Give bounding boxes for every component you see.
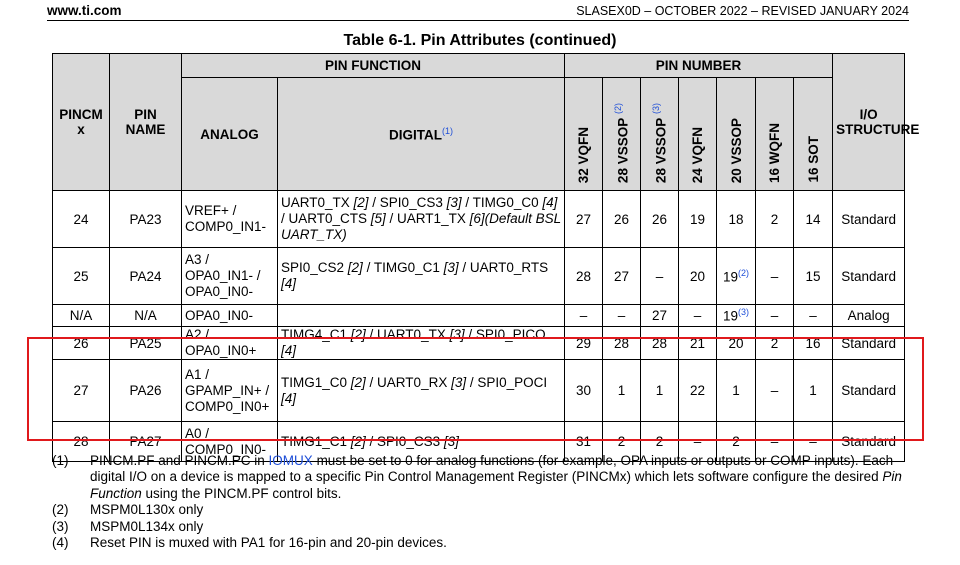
package-label: 28 VSSOP xyxy=(653,117,669,183)
pin-number: 22 xyxy=(689,383,706,398)
header-digital xyxy=(278,78,565,191)
function-name: / UART0_RX xyxy=(365,374,452,390)
pin-name-cell: PA24 xyxy=(110,248,182,305)
mux-reference: [4] xyxy=(281,343,297,358)
function-name: / UART1_TX xyxy=(385,211,470,226)
footnote-number: (4) xyxy=(52,535,69,551)
pin-number: 1 xyxy=(655,383,664,398)
pin-number: 2 xyxy=(770,211,779,227)
pin-footnote-ref[interactable]: (3) xyxy=(738,307,750,318)
pin-number: 20 xyxy=(728,335,744,351)
pin-number: – xyxy=(655,268,664,284)
pin-number-cell xyxy=(565,191,603,248)
mux-reference: [2] xyxy=(350,433,366,449)
pin-number: – xyxy=(693,308,702,323)
pin-number-cell xyxy=(756,191,794,248)
footnote-segment: MSPM0L134x only xyxy=(90,518,204,534)
digital-cell xyxy=(278,305,565,327)
header-package-3 xyxy=(679,78,717,191)
mux-reference: [6](Default BSL UART_TX) xyxy=(281,211,561,242)
package-label-wrapper xyxy=(690,121,705,187)
pin-number-cell xyxy=(603,191,641,248)
mux-reference: [3] xyxy=(443,433,459,449)
mux-reference: [4] xyxy=(542,195,558,210)
digital-cell xyxy=(278,191,565,248)
header-package-4 xyxy=(717,78,756,191)
document-reference: SLASEX0D – OCTOBER 2022 – REVISED JANUARY 2024 xyxy=(576,4,909,18)
pin-number: – xyxy=(770,268,779,284)
pin-number-cell xyxy=(679,248,717,305)
pin-number-cell xyxy=(641,305,679,327)
pin-number: 2 xyxy=(617,434,626,449)
pin-number-cell xyxy=(794,248,833,305)
footnote-number: (1) xyxy=(52,453,69,468)
function-name: / UART0_RTS xyxy=(458,260,549,275)
pin-number: – xyxy=(770,308,779,323)
pincm-cell: N/A xyxy=(53,305,110,327)
mux-reference: [5] xyxy=(370,211,386,226)
table-title: Table 6-1. Pin Attributes (continued) xyxy=(343,32,617,49)
table-row xyxy=(53,305,905,327)
highlight-box xyxy=(27,337,924,441)
function-name: / SPI0_CS3 xyxy=(368,195,447,210)
io-structure-cell: Standard xyxy=(833,360,905,422)
mux-reference: [2] xyxy=(350,327,366,342)
package-label-wrapper xyxy=(767,117,782,187)
digital-footnote-ref[interactable]: (1) xyxy=(442,125,453,136)
pin-number-cell xyxy=(794,191,833,248)
header-pin-name: PIN NAME xyxy=(110,54,182,191)
mux-reference: [3] xyxy=(449,327,465,342)
footnote-text xyxy=(90,535,912,551)
pin-number: 19 xyxy=(689,211,706,227)
footnote-item xyxy=(52,535,912,551)
io-structure-cell: Standard xyxy=(833,248,905,305)
pin-number: 2 xyxy=(732,434,740,449)
iomux-link[interactable]: IOMUX xyxy=(268,453,313,468)
package-label: 20 VSSOP xyxy=(728,117,744,183)
package-footnote-ref[interactable]: (2) xyxy=(612,102,623,114)
function-name: / UART0_TX xyxy=(365,327,450,342)
pin-number-cell xyxy=(794,305,833,327)
table-row xyxy=(53,248,905,305)
pin-number: 27 xyxy=(651,308,668,323)
pin-number-cell xyxy=(641,191,679,248)
pin-number: 27 xyxy=(613,268,630,284)
io-structure-cell: Standard xyxy=(833,191,905,248)
pin-number: 19 xyxy=(722,308,739,324)
pin-number: 15 xyxy=(805,268,821,284)
io-structure-cell: Standard xyxy=(833,422,905,462)
footnote-text xyxy=(90,453,912,502)
pin-name-cell: PA26 xyxy=(110,360,182,422)
analog-cell: VREF+ / COMP0_IN1- xyxy=(182,191,278,248)
header-pin-number: PIN NUMBER xyxy=(565,54,833,78)
pin-number: 18 xyxy=(728,211,744,227)
footnote-segment: MSPM0L130x only xyxy=(90,502,204,518)
footnote-segment: Pin Function xyxy=(90,469,902,501)
pin-name-cell: N/A xyxy=(110,305,182,327)
pincm-cell: 26 xyxy=(53,327,110,360)
pin-name-cell: PA23 xyxy=(110,191,182,248)
pin-number: 29 xyxy=(575,335,592,351)
analog-cell: A2 / OPA0_IN0+ xyxy=(182,327,278,360)
mux-reference: [3] xyxy=(443,260,459,275)
pin-number: 20 xyxy=(689,268,706,284)
package-label-wrapper xyxy=(729,112,744,187)
header-analog: ANALOG xyxy=(182,78,278,191)
mux-reference: [4] xyxy=(281,390,297,406)
pin-number: 28 xyxy=(575,268,592,284)
header-package-0 xyxy=(565,78,603,191)
pin-number: 28 xyxy=(613,335,630,351)
header-pincm: PINCM x xyxy=(53,54,110,191)
pin-number: 2 xyxy=(655,434,664,449)
footnote-segment: PINCM.PF and PINCM.PC in xyxy=(90,453,269,468)
package-footnote-ref[interactable]: (3) xyxy=(650,102,661,114)
pin-number: 14 xyxy=(805,211,821,227)
pin-number: 30 xyxy=(575,383,592,398)
function-name: / SPI0_POCI xyxy=(466,374,548,390)
footnote-text xyxy=(90,502,912,518)
pin-number: – xyxy=(809,434,817,449)
function-name: UART0_TX xyxy=(281,195,354,210)
function-name: / UART0_CTS xyxy=(281,211,371,226)
pin-number: 1 xyxy=(809,383,817,398)
package-label: 28 VSSOP xyxy=(615,117,631,183)
footnote-number: (3) xyxy=(52,518,69,534)
header-package-2 xyxy=(641,78,679,191)
pin-number-cell xyxy=(641,248,679,305)
header-divider xyxy=(47,20,909,21)
analog-cell: A3 / OPA0_IN1- / OPA0_IN0- xyxy=(182,248,278,305)
pin-number: 26 xyxy=(613,211,630,227)
function-name: TIMG1_C0 xyxy=(281,374,351,390)
pin-number: 16 xyxy=(805,335,821,351)
function-name: / TIMG0_C0 xyxy=(461,195,543,210)
pin-number-cell xyxy=(565,305,603,327)
header-digital-label: DIGITAL xyxy=(389,127,442,143)
table-row xyxy=(53,191,905,248)
pincm-cell: 25 xyxy=(53,248,110,305)
analog-cell: OPA0_IN0- xyxy=(182,305,278,327)
mux-reference: [2] xyxy=(353,195,369,210)
pin-number-cell xyxy=(756,305,794,327)
header-pin-function: PIN FUNCTION xyxy=(182,54,565,78)
pin-number: 26 xyxy=(651,211,668,227)
pin-number-cell xyxy=(679,191,717,248)
package-label: 16 SOT xyxy=(805,136,821,183)
pin-number-cell xyxy=(717,248,756,305)
pincm-cell: 28 xyxy=(53,422,110,462)
pin-number-cell xyxy=(717,305,756,327)
website-label[interactable]: www.ti.com xyxy=(47,3,122,18)
mux-reference: [2] xyxy=(350,374,366,390)
digital-cell xyxy=(278,248,565,305)
package-label: 24 VQFN xyxy=(690,126,705,183)
mux-reference: [3] xyxy=(451,374,467,390)
pin-number: 1 xyxy=(617,383,626,398)
pin-number-cell xyxy=(717,191,756,248)
header-package-6 xyxy=(794,78,833,191)
pin-number: 2 xyxy=(770,335,779,351)
footnote-segment: using the PINCM.PF control bits. xyxy=(141,485,342,501)
footnote-segment: must be set to 0 for analog functions (for example, OPA inputs or outputs or COMP inputs). Each digital I/O on a device is mapped to a specific Pin Control Management Register (PINCMx) which lets software configure the desired xyxy=(90,453,894,485)
package-label-wrapper xyxy=(806,130,821,187)
footnote-text xyxy=(90,519,912,535)
pin-number: – xyxy=(579,308,588,323)
io-structure-cell: Analog xyxy=(833,305,905,327)
footnote-number: (2) xyxy=(52,502,69,518)
mux-reference: [3] xyxy=(446,195,462,210)
pincm-cell: 27 xyxy=(53,360,110,422)
analog-cell: A0 / COMP0_IN0- xyxy=(182,422,278,462)
package-label: 16 WQFN xyxy=(767,122,782,183)
pin-number: – xyxy=(770,434,779,449)
package-label-wrapper xyxy=(613,97,631,187)
function-name: TIMG1_C1 xyxy=(281,433,351,449)
function-name: / SPI0_CS3 xyxy=(365,433,444,449)
pin-number: 31 xyxy=(575,434,592,449)
mux-reference: [2] xyxy=(347,260,363,275)
footnote-segment: Reset PIN is muxed with PA1 for 16-pin and 20-pin devices. xyxy=(90,535,447,551)
function-name: TIMG4_C1 xyxy=(281,327,351,342)
pin-number: 27 xyxy=(575,211,592,227)
pin-number: – xyxy=(809,308,817,323)
pin-number: – xyxy=(693,434,702,449)
header-package-5 xyxy=(756,78,794,191)
pin-number: 21 xyxy=(689,335,706,351)
pin-name-cell: PA27 xyxy=(110,422,182,462)
footnote-item xyxy=(52,453,912,502)
pincm-cell: 24 xyxy=(53,191,110,248)
package-label-wrapper xyxy=(651,97,669,187)
pin-footnote-ref[interactable]: (2) xyxy=(738,267,750,278)
function-name: / TIMG0_C1 xyxy=(362,260,444,275)
footnote-item xyxy=(52,519,912,535)
package-label-wrapper xyxy=(576,121,591,187)
pin-number: 19 xyxy=(722,269,739,285)
pin-name-cell: PA25 xyxy=(110,327,182,360)
header-package-1 xyxy=(603,78,641,191)
pin-number: 1 xyxy=(732,383,740,398)
digital-content xyxy=(281,195,561,243)
pin-number: 28 xyxy=(651,335,668,351)
pin-number-cell xyxy=(603,248,641,305)
analog-cell: A1 / GPAMP_IN+ / COMP0_IN0+ xyxy=(182,360,278,422)
io-structure-cell: Standard xyxy=(833,327,905,360)
footnote-item xyxy=(52,502,912,518)
package-label: 32 VQFN xyxy=(576,126,591,183)
digital-content xyxy=(281,260,561,292)
pin-number-cell xyxy=(565,248,603,305)
function-name: SPI0_CS2 xyxy=(281,260,348,275)
header-io-structure: I/O STRUCTURE xyxy=(833,54,905,191)
pin-number-cell xyxy=(603,305,641,327)
pin-number-cell xyxy=(679,305,717,327)
table-footnotes xyxy=(52,453,912,551)
pin-number-cell xyxy=(756,248,794,305)
mux-reference: [4] xyxy=(281,276,297,291)
function-name: / SPI0_PICO xyxy=(464,327,546,342)
pin-number: – xyxy=(617,308,626,323)
pin-number: – xyxy=(770,383,779,398)
